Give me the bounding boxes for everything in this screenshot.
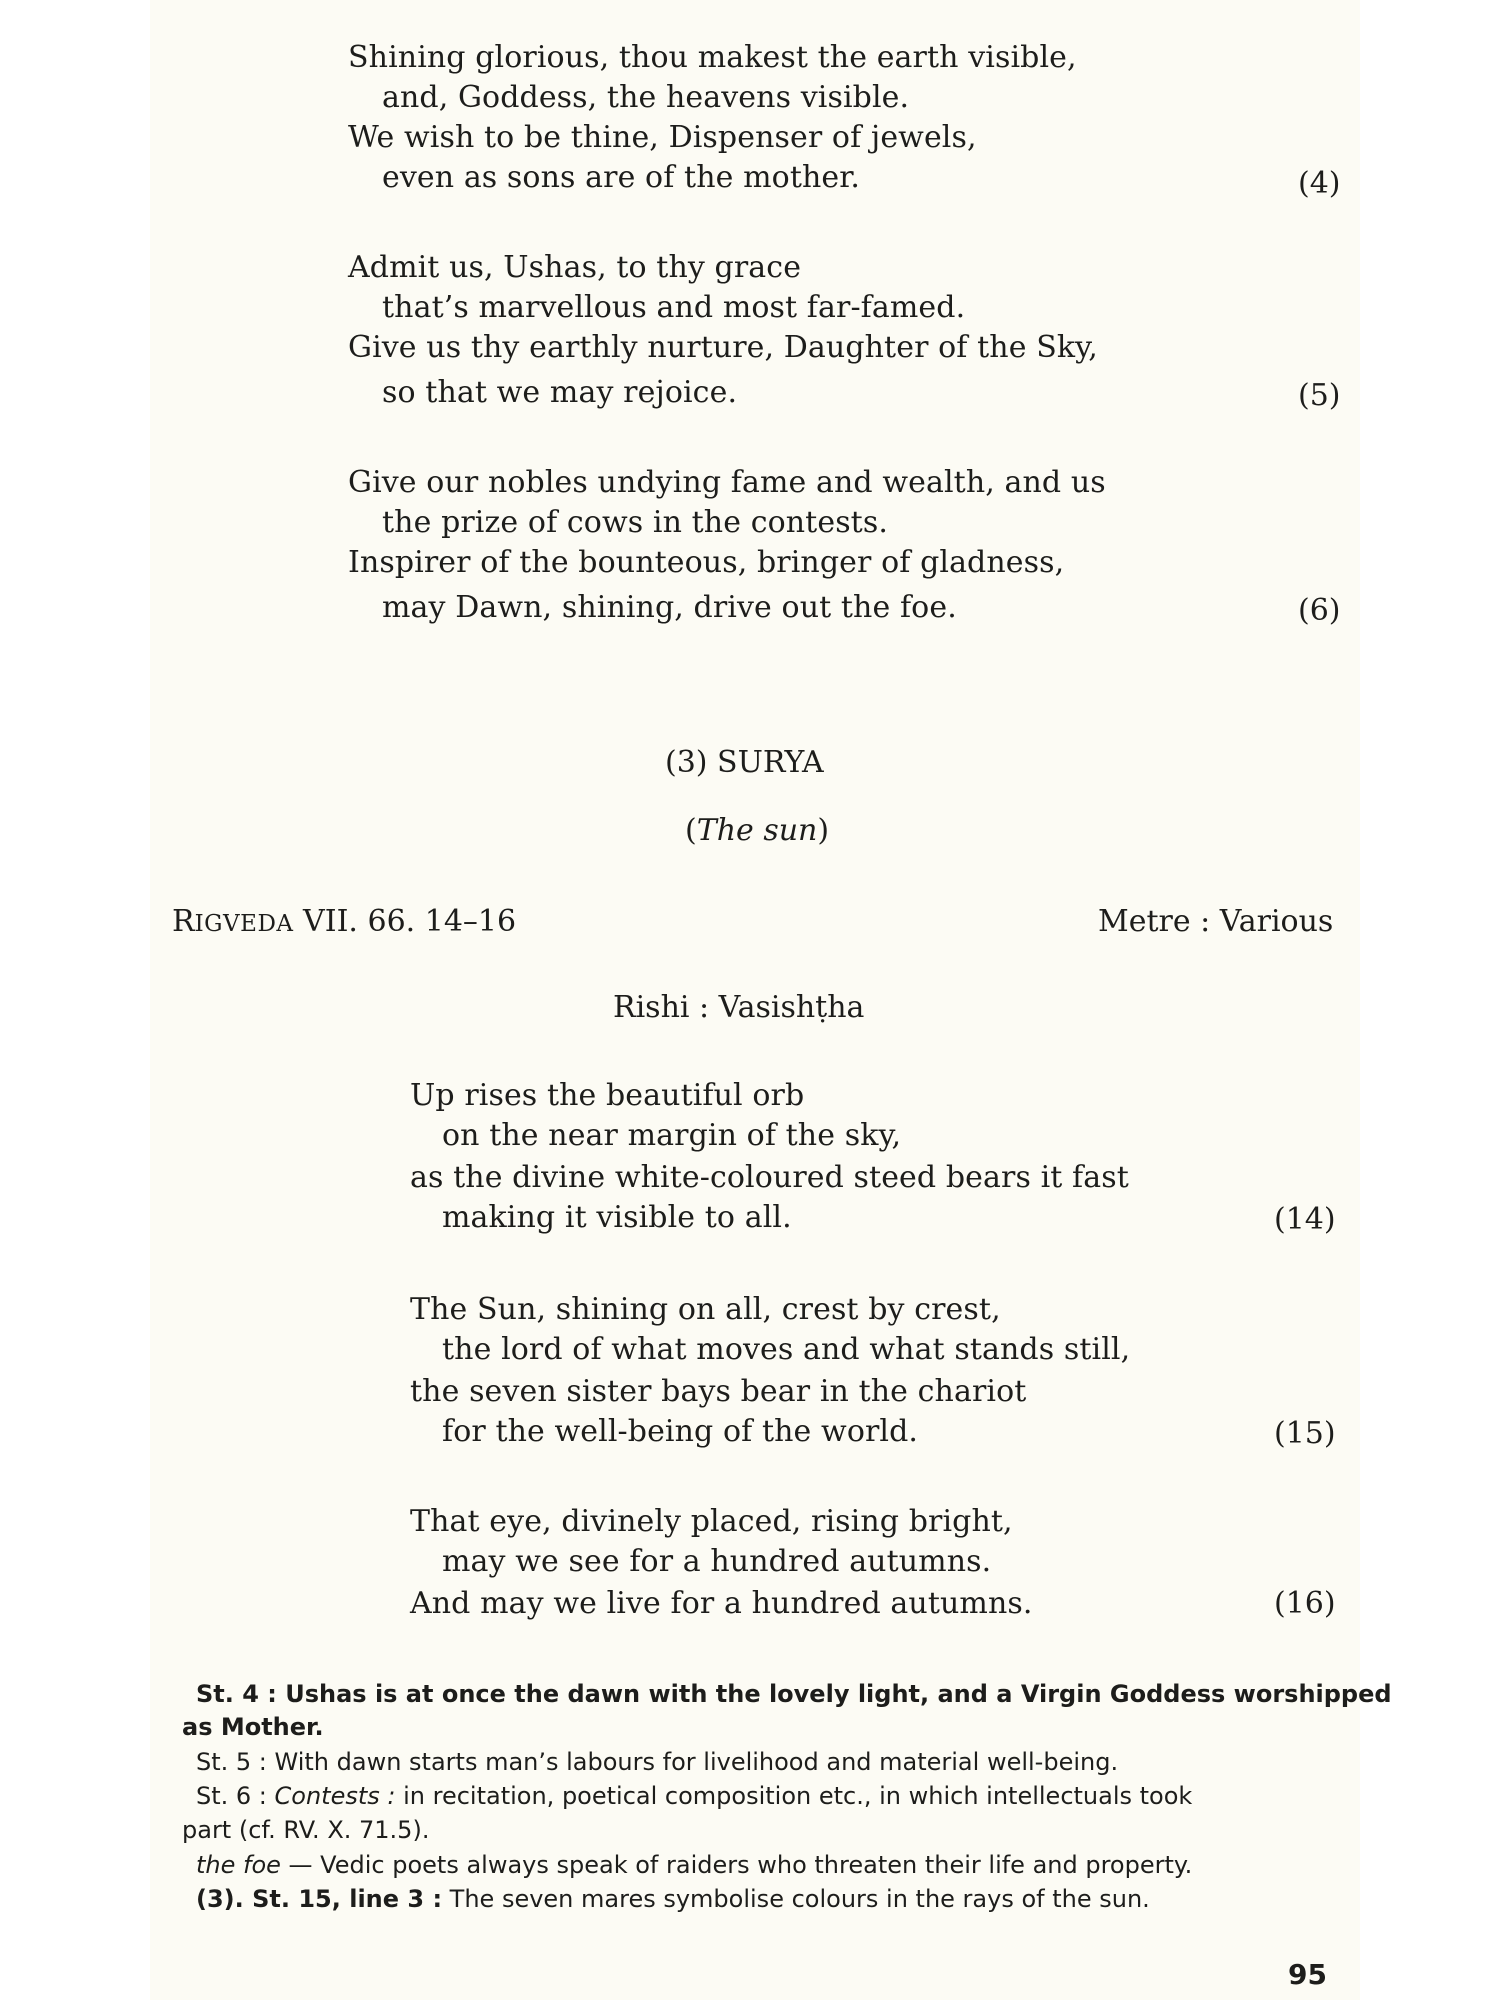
verse-line: The Sun, shining on all, crest by crest,: [410, 1292, 1001, 1327]
footnote-label: St. 6 :: [196, 1782, 267, 1810]
book-page: [150, 0, 1392, 2000]
verse-line: as the divine white-coloured steed bears it fast: [410, 1160, 1129, 1195]
verse-line: Give our nobles undying fame and wealth, and us: [348, 465, 1106, 500]
footnote-text: as Mother.: [182, 1713, 324, 1741]
footnote-term: the foe: [196, 1851, 281, 1879]
verse-line: making it visible to all.: [442, 1200, 792, 1235]
verse-line: the lord of what moves and what stands still,: [442, 1332, 1131, 1367]
stanza-number: (6): [1298, 593, 1341, 628]
footnote-term: Contests :: [266, 1782, 396, 1810]
verse-line: so that we may rejoice.: [382, 375, 738, 410]
verse-line: that’s marvellous and most far-famed.: [382, 290, 966, 325]
footnote-text: The seven mares symbolise colours in the rays of the sun.: [442, 1885, 1150, 1913]
verse-line: may Dawn, shining, drive out the foe.: [382, 590, 957, 625]
footnote-text: Ushas is at once the dawn with the lovely light, and a Virgin Goddess worshipped: [276, 1680, 1392, 1708]
section-subtitle: (The sun): [685, 813, 830, 848]
stanza-number: (4): [1298, 166, 1341, 201]
footnote-label: St. 4 :: [196, 1680, 277, 1708]
source-initial: R: [172, 904, 195, 939]
verse-line: even as sons are of the mother.: [382, 160, 861, 195]
source-reference: [172, 904, 516, 942]
verse-line: the prize of cows in the contests.: [382, 505, 888, 540]
page-number: 95: [1288, 1958, 1327, 1991]
footnote-st5: [196, 1745, 1344, 1779]
footnote-text: part (cf. RV. X. 71.5).: [182, 1816, 430, 1844]
verse-line: That eye, divinely placed, rising bright,: [410, 1504, 1013, 1539]
rishi: Rishi : Vasishṭha: [613, 990, 865, 1025]
verse-line: the seven sister bays bear in the chariot: [410, 1374, 1027, 1409]
verse-line: on the near margin of the sky,: [442, 1118, 902, 1153]
section-subtitle-text: The sun: [696, 813, 818, 848]
source-ref: VII. 66. 14–16: [293, 904, 517, 939]
section-title: (3) SURYA: [665, 745, 824, 780]
stanza-number: (16): [1274, 1586, 1336, 1621]
footnote-st4-cont: [182, 1710, 1330, 1744]
stanza-number: (5): [1298, 378, 1341, 413]
stanza-number: (15): [1274, 1416, 1336, 1451]
footnote-label: St. 5 :: [196, 1748, 267, 1776]
verse-line: We wish to be thine, Dispenser of jewels,: [348, 120, 977, 155]
verse-line: And may we live for a hundred autumns.: [410, 1586, 1033, 1621]
footnote-foe: [196, 1848, 1344, 1882]
stanza-number: (14): [1274, 1202, 1336, 1237]
footnote-text: — Vedic poets always speak of raiders who threaten their life and property.: [280, 1851, 1193, 1879]
footnote-st6: [196, 1779, 1344, 1813]
source-smallcaps: IGVEDA: [194, 911, 294, 937]
footnote-text: in recitation, poetical composition etc., in which intellectuals took: [395, 1782, 1193, 1810]
verse-line: Admit us, Ushas, to thy grace: [348, 250, 802, 285]
verse-line: for the well-being of the world.: [442, 1414, 919, 1449]
footnote-text: With dawn starts man’s labours for livelihood and material well-being.: [266, 1748, 1119, 1776]
footnote-st6-cont: [182, 1813, 1330, 1847]
verse-line: Shining glorious, thou makest the earth visible,: [348, 40, 1077, 75]
metre: Metre : Various: [1098, 904, 1334, 939]
verse-line: Inspirer of the bounteous, bringer of gladness,: [348, 545, 1065, 580]
verse-line: Up rises the beautiful orb: [410, 1078, 805, 1113]
footnote-surya: [196, 1882, 1344, 1916]
footnote-st4: [196, 1677, 1392, 1711]
footnote-label: (3). St. 15, line 3 :: [196, 1885, 443, 1913]
verse-line: may we see for a hundred autumns.: [442, 1544, 992, 1579]
verse-line: Give us thy earthly nurture, Daughter of the Sky,: [348, 330, 1098, 365]
verse-line: and, Goddess, the heavens visible.: [382, 80, 910, 115]
